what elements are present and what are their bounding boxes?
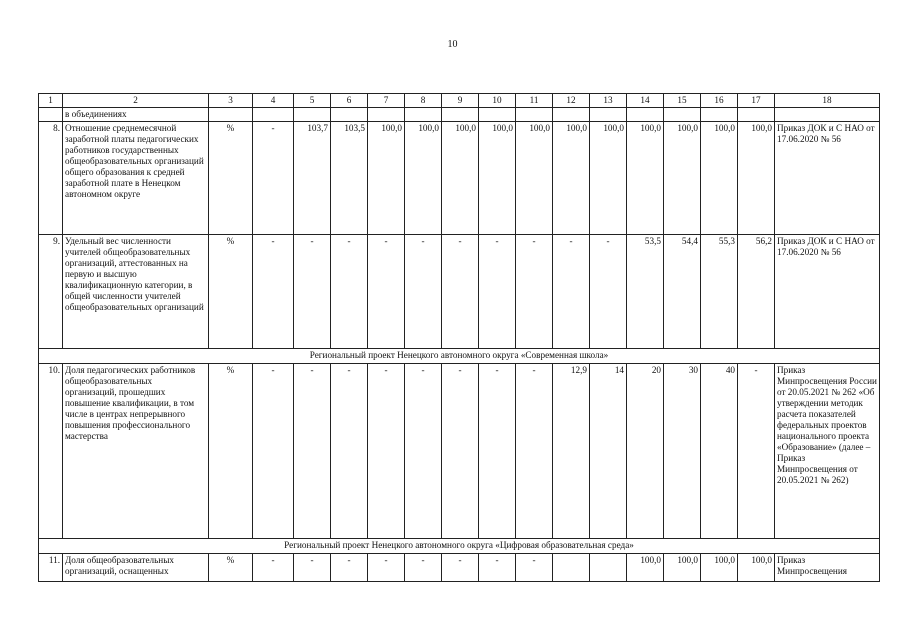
value-cell: - <box>516 554 553 582</box>
unit-cell: % <box>209 554 253 582</box>
row-number: 9. <box>39 235 63 349</box>
page-number: 10 <box>447 39 458 50</box>
value-cell: - <box>294 364 331 539</box>
cell <box>405 108 442 122</box>
source-cell: Приказ ДОК и С НАО от 17.06.2020 № 56 <box>775 235 880 349</box>
value-cell: - <box>253 122 294 235</box>
col-header: 13 <box>590 94 627 108</box>
value-cell <box>553 554 590 582</box>
value-cell: - <box>331 364 368 539</box>
cell <box>294 108 331 122</box>
value-cell: 55,3 <box>701 235 738 349</box>
value-cell: 40 <box>701 364 738 539</box>
section-row <box>39 349 880 364</box>
col-header: 9 <box>442 94 479 108</box>
value-cell: 100,0 <box>664 122 701 235</box>
value-cell: 12,9 <box>553 364 590 539</box>
value-cell: 100,0 <box>553 122 590 235</box>
continuation-row <box>39 108 880 122</box>
col-header: 1 <box>39 94 63 108</box>
value-cell: - <box>553 235 590 349</box>
row-number: 10. <box>39 364 63 539</box>
cell <box>553 108 590 122</box>
section-title: Региональный проект Ненецкого автономного округа «Современная школа» <box>39 349 880 364</box>
source-cell: Приказ Минпросвещения России от 20.05.2021 № 262 «Об утверждении методик расчета показателей федеральных проектов национального проекта «Образование» (далее – Приказ Минпросвещения от 20.05.2021 № 262) <box>775 364 880 539</box>
row-number: 11. <box>39 554 63 582</box>
col-header: 11 <box>516 94 553 108</box>
cell <box>775 108 880 122</box>
value-cell: - <box>516 364 553 539</box>
value-cell: 100,0 <box>479 122 516 235</box>
value-cell: - <box>442 235 479 349</box>
col-header: 15 <box>664 94 701 108</box>
value-cell: - <box>253 554 294 582</box>
continuation-text: в объединениях <box>63 108 209 122</box>
col-header: 2 <box>63 94 209 108</box>
value-cell: - <box>405 235 442 349</box>
cell <box>368 108 405 122</box>
cell <box>664 108 701 122</box>
cell <box>209 108 253 122</box>
value-cell: 30 <box>664 364 701 539</box>
col-header: 16 <box>701 94 738 108</box>
indicator-row <box>39 554 880 582</box>
value-cell <box>590 554 627 582</box>
col-header: 12 <box>553 94 590 108</box>
value-cell: 100,0 <box>368 122 405 235</box>
value-cell: - <box>442 554 479 582</box>
unit-cell: % <box>209 364 253 539</box>
value-cell: - <box>294 235 331 349</box>
cell <box>331 108 368 122</box>
indicator-name: Отношение среднемесячной заработной платы педагогических работников государственных общеобразовательных организаций общего образования к средней заработной плате в Ненецком автономном округе <box>63 122 209 235</box>
col-header: 10 <box>479 94 516 108</box>
value-cell: 100,0 <box>701 554 738 582</box>
indicator-name: Доля педагогических работников общеобразовательных организаций, прошедших повышение квалификации, в том числе в центрах непрерывного повышения профессионального мастерства <box>63 364 209 539</box>
value-cell: - <box>405 554 442 582</box>
col-header: 3 <box>209 94 253 108</box>
indicator-row <box>39 364 880 539</box>
col-header: 14 <box>627 94 664 108</box>
indicator-row <box>39 235 880 349</box>
value-cell: 100,0 <box>405 122 442 235</box>
cell <box>738 108 775 122</box>
value-cell: 100,0 <box>738 122 775 235</box>
value-cell: 100,0 <box>627 554 664 582</box>
cell <box>39 108 63 122</box>
value-cell: 103,7 <box>294 122 331 235</box>
value-cell: - <box>253 364 294 539</box>
row-number: 8. <box>39 122 63 235</box>
value-cell: - <box>590 235 627 349</box>
value-cell: - <box>331 235 368 349</box>
value-cell: - <box>368 554 405 582</box>
indicator-name: Удельный вес численности учителей общеобразовательных организаций, аттестованных на первую и высшую квалификационную категории, в общей численности учителей общеобразовательных организаций <box>63 235 209 349</box>
cell <box>442 108 479 122</box>
value-cell: 100,0 <box>701 122 738 235</box>
unit-cell: % <box>209 122 253 235</box>
indicator-name: Доля общеобразовательных организаций, оснащенных <box>63 554 209 582</box>
value-cell: 100,0 <box>590 122 627 235</box>
indicator-row <box>39 122 880 235</box>
col-header: 6 <box>331 94 368 108</box>
col-header: 17 <box>738 94 775 108</box>
section-title: Региональный проект Ненецкого автономного округа «Цифровая образовательная среда» <box>39 539 880 554</box>
col-header: 8 <box>405 94 442 108</box>
value-cell: - <box>405 364 442 539</box>
value-cell: 100,0 <box>664 554 701 582</box>
cell <box>701 108 738 122</box>
col-header: 18 <box>775 94 880 108</box>
value-cell: 56,2 <box>738 235 775 349</box>
col-header: 5 <box>294 94 331 108</box>
source-cell: Приказ ДОК и С НАО от 17.06.2020 № 56 <box>775 122 880 235</box>
value-cell: 100,0 <box>627 122 664 235</box>
value-cell: - <box>253 235 294 349</box>
section-row <box>39 539 880 554</box>
value-cell: - <box>479 235 516 349</box>
value-cell: 103,5 <box>331 122 368 235</box>
cell <box>253 108 294 122</box>
cell <box>479 108 516 122</box>
cell <box>627 108 664 122</box>
value-cell: - <box>516 235 553 349</box>
source-cell: Приказ Минпросвещения <box>775 554 880 582</box>
value-cell: - <box>479 554 516 582</box>
value-cell: - <box>368 364 405 539</box>
value-cell: 14 <box>590 364 627 539</box>
value-cell: 100,0 <box>516 122 553 235</box>
value-cell: - <box>294 554 331 582</box>
value-cell: 100,0 <box>738 554 775 582</box>
value-cell: 20 <box>627 364 664 539</box>
table-body <box>39 94 880 582</box>
value-cell: 100,0 <box>442 122 479 235</box>
value-cell: - <box>368 235 405 349</box>
value-cell: - <box>479 364 516 539</box>
indicators-table <box>38 93 880 582</box>
col-header: 7 <box>368 94 405 108</box>
value-cell: - <box>331 554 368 582</box>
value-cell: - <box>738 364 775 539</box>
cell <box>516 108 553 122</box>
unit-cell: % <box>209 235 253 349</box>
value-cell: 53,5 <box>627 235 664 349</box>
column-numbers-row <box>39 94 880 108</box>
value-cell: - <box>442 364 479 539</box>
col-header: 4 <box>253 94 294 108</box>
value-cell: 54,4 <box>664 235 701 349</box>
cell <box>590 108 627 122</box>
